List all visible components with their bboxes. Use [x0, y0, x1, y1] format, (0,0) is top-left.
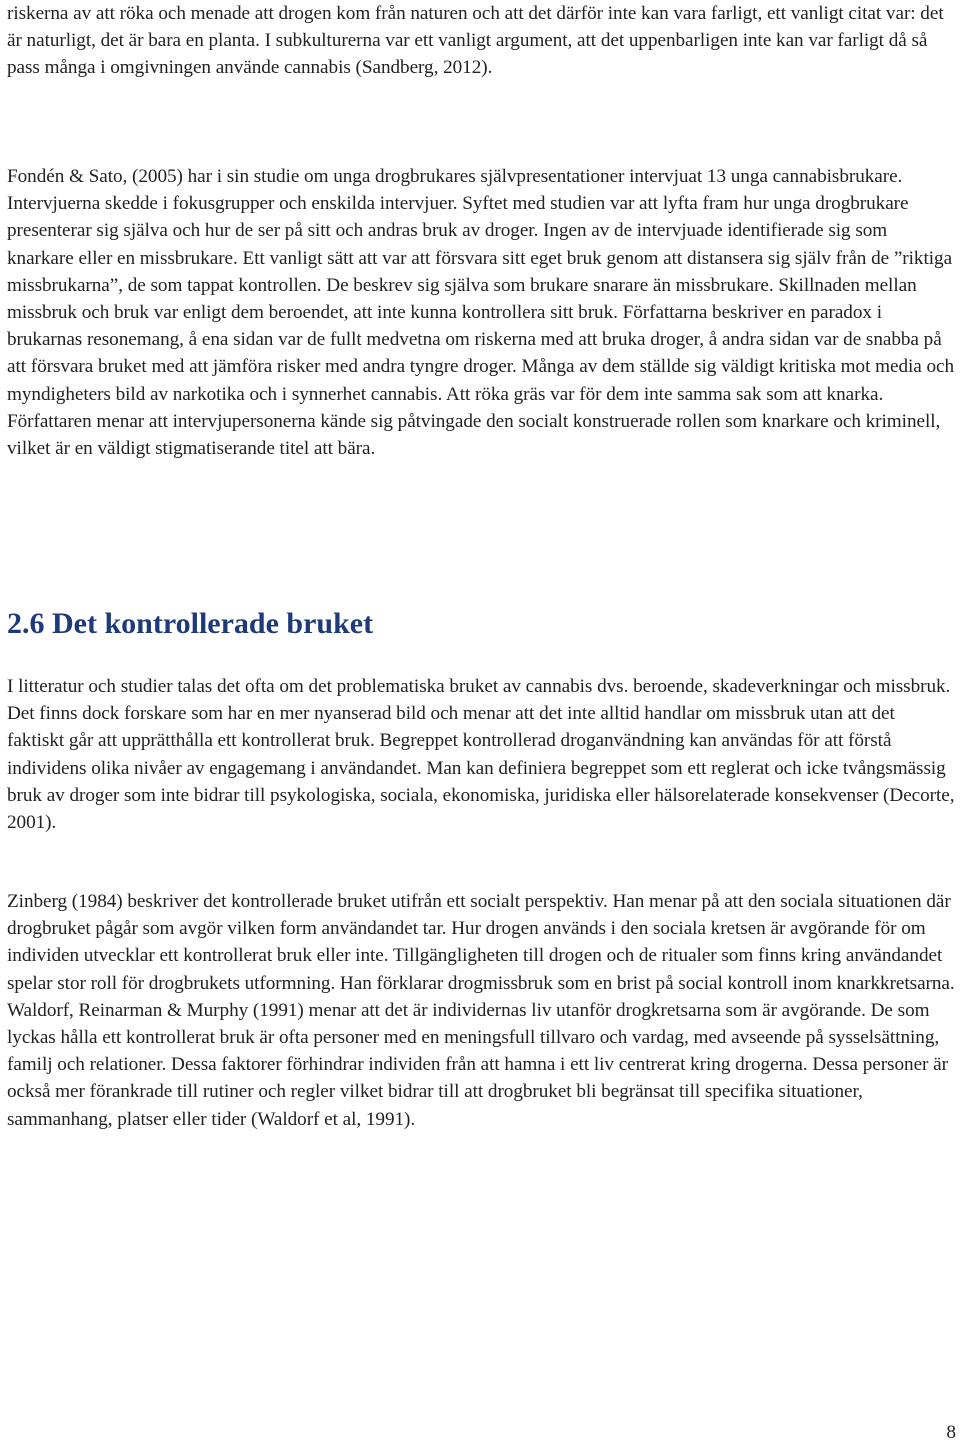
paragraph-fonden-sato: Fondén & Sato, (2005) har i sin studie om unga drogbrukares självpresentationer intervjuat 13 unga cannabisbrukare. Intervjuerna skedde i fokusgrupper och enskilda intervjuer. Syftet med studien var att lyfta fram hur unga drogbrukare presenterar sig själva och hur de ser på sitt och andras bruk av droger. Ingen av de intervjuade identifierade sig som knarkare eller en missbrukare. Ett vanligt sätt att var att försvara sitt eget bruk genom att distansera sig själv från de ”riktiga missbrukarna”, de som tappat kontrollen. De beskrev sig själva som brukare snarare än missbrukare. Skillnaden mellan missbruk och bruk var enligt dem beroendet, att inte kunna kontrollera sitt bruk. Författarna beskriver en paradox i brukarnas resonemang, å ena sidan var de fullt medvetna om riskerna med att bruka droger, å andra sidan var de snabba på att försvara bruket med att jämföra risker med andra tyngre droger. Många av dem ställde sig väldigt kritiska mot media och myndigheters bild av narkotika och i synnerhet cannabis. Att röka gräs var för dem inte samma sak som att knarka. Författaren menar att intervjupersonerna kände sig påtvingade den socialt konstruerade rollen som knarkare och kriminell, vilket är en väldigt stigmatiserande titel att bära.: [7, 166, 955, 460]
paragraph-zinberg: Zinberg (1984) beskriver det kontrollerade bruket utifrån ett socialt perspektiv. Han menar på att den sociala situationen där drogbruket pågår som avgör vilken form användandet tar. Hur drogen används i den sociala kretsen är avgörande för om individen utvecklar ett kontrollerat bruk eller inte. Tillgängligheten till drogen och de ritualer som finns kring användandet spelar stor roll för drogbrukets utformning. Han förklarar drogmissbruk som en brist på social kontroll inom knarkkretsarna. Waldorf, Reinarman & Murphy (1991) menar att det är individernas liv utanför drogkretsarna som är avgörande. De som lyckas hålla ett kontrollerat bruk är ofta personer med en meningsfull tillvaro och vardag, med avseende på sysselsättning, familj och relationer. Dessa faktorer förhindrar individen från att hamna i ett liv centrerat kring drogerna. Dessa personer är också mer förankrade till rutiner och regler vilket bidrar till att drogbruket bli begränsat till specifika situationer, sammanhang, platser eller tider (Waldorf et al, 1991).: [7, 891, 955, 1130]
paragraph-intro-continuation: riskerna av att röka och menade att drogen kom från naturen och att det därför inte kan vara farligt, ett vanligt citat var: det är naturligt, det är bara en planta. I subkulturerna var ett vanligt argument, att det uppenbarligen inte kan var farligt då så pass många i omgivningen använde cannabis (Sandberg, 2012).: [7, 3, 944, 79]
section-heading: 2.6 Det kontrollerade bruket: [7, 607, 374, 640]
page-number: 8: [946, 1422, 956, 1443]
paragraph-litteratur: I litteratur och studier talas det ofta om det problematiska bruket av cannabis dvs. beroende, skadeverkningar och missbruk. Det finns dock forskare som har en mer nyanserad bild och menar att det inte alltid handlar om missbruk utan att det faktiskt går att upprätthålla ett kontrollerat bruk. Begreppet kontrollerad droganvändning kan användas för att förstå individens olika nivåer av engagemang i användandet. Man kan definiera begreppet som ett reglerat och icke tvångsmässig bruk av droger som inte bidrar till psykologiska, sociala, ekonomiska, juridiska eller hälsorelaterade konsekvenser (Decorte, 2001).: [7, 676, 955, 834]
